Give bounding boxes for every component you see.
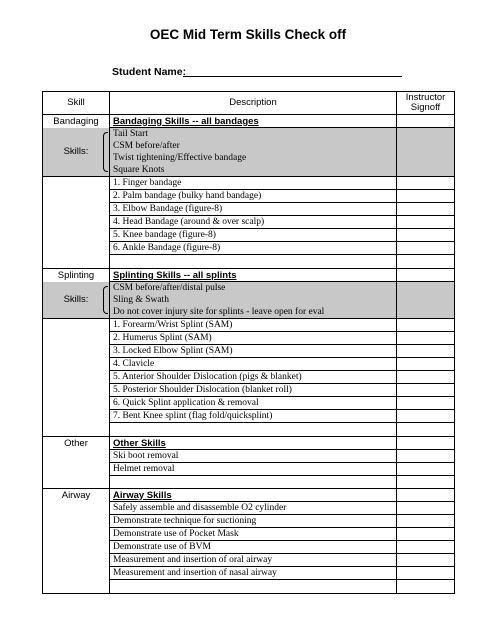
table-row [43, 319, 455, 332]
signoff-cell[interactable] [397, 177, 455, 190]
signoff-cell[interactable] [397, 269, 455, 282]
category-bandaging: Bandaging [43, 115, 110, 128]
list-item: Demonstrate use of Pocket Mask [110, 528, 397, 541]
airway-section-title: Airway Skills [110, 489, 397, 502]
list-item: 2. Humerus Splint (SAM) [110, 332, 397, 345]
signoff-cell[interactable] [397, 216, 455, 229]
category-splinting: Splinting [43, 269, 110, 282]
list-item: 5. Knee bandage (figure-8) [110, 229, 397, 242]
signoff-cell[interactable] [397, 463, 455, 476]
table-header-row [43, 92, 455, 115]
signoff-cell[interactable] [397, 358, 455, 371]
category-spacer [43, 502, 110, 594]
header-skill: Skill [43, 92, 110, 115]
signoff-cell[interactable] [397, 580, 455, 594]
list-item: 6. Ankle Bandage (figure-8) [110, 242, 397, 255]
signoff-cell[interactable] [397, 397, 455, 410]
signoff-cell[interactable] [397, 502, 455, 515]
list-item: Sling & Swath [110, 294, 397, 306]
list-item: 4. Head Bandage (around & over scalp) [110, 216, 397, 229]
signoff-cell[interactable] [397, 489, 455, 502]
header-description: Description [110, 92, 397, 115]
airway-title-row [43, 489, 455, 502]
category-spacer [43, 177, 110, 269]
list-item: 4. Clavicle [110, 358, 397, 371]
brace-icon [103, 132, 108, 173]
list-item: Measurement and insertion of nasal airway [110, 567, 397, 580]
table-row [43, 177, 455, 190]
signoff-cell[interactable] [397, 128, 455, 177]
signoff-cell[interactable] [397, 450, 455, 463]
brace-icon [103, 286, 108, 315]
signoff-cell[interactable] [397, 319, 455, 332]
bandaging-skills-label: Skills: [43, 128, 110, 177]
bandaging-common-row [43, 128, 455, 141]
list-item: 3. Locked Elbow Splint (SAM) [110, 345, 397, 358]
splinting-common-row [43, 282, 455, 295]
signoff-cell[interactable] [397, 437, 455, 450]
list-item: Demonstrate technique for suctioning [110, 515, 397, 528]
signoff-cell[interactable] [397, 371, 455, 384]
signoff-cell[interactable] [397, 190, 455, 203]
list-item: Ski boot removal [110, 450, 397, 463]
signoff-cell[interactable] [397, 203, 455, 216]
other-section-title: Other Skills [110, 437, 397, 450]
bandaging-title-row [43, 115, 455, 128]
category-airway: Airway [43, 489, 110, 502]
list-item: 1. Forearm/Wrist Splint (SAM) [110, 319, 397, 332]
category-other: Other [43, 437, 110, 450]
signoff-cell[interactable] [397, 541, 455, 554]
signoff-cell[interactable] [397, 345, 455, 358]
list-item: Helmet removal [110, 463, 397, 476]
other-title-row [43, 437, 455, 450]
signoff-cell[interactable] [397, 255, 455, 269]
list-item: 6. Quick Splint application & removal [110, 397, 397, 410]
skills-table [42, 91, 455, 594]
signoff-cell[interactable] [397, 242, 455, 255]
list-item: Do not cover injury site for splints - leave open for eval [110, 306, 397, 319]
signoff-cell[interactable] [397, 384, 455, 397]
splinting-title-row [43, 269, 455, 282]
table-row [43, 450, 455, 463]
list-item: Tail Start [110, 128, 397, 141]
signoff-cell[interactable] [397, 410, 455, 423]
header-signoff: Instructor Signoff [397, 92, 455, 115]
student-name-label: Student Name: [112, 66, 187, 78]
signoff-cell[interactable] [397, 476, 455, 489]
list-item: Demonstrate use of BVM [110, 541, 397, 554]
list-item: 2. Palm bandage (bulky hand bandage) [110, 190, 397, 203]
signoff-cell[interactable] [397, 423, 455, 437]
list-item: CSM before/after [110, 140, 397, 152]
list-item: CSM before/after/distal pulse [110, 282, 397, 295]
table-row [43, 502, 455, 515]
bandaging-section-title: Bandaging Skills -- all bandages [110, 115, 397, 128]
signoff-cell[interactable] [397, 229, 455, 242]
splinting-skills-label: Skills: [43, 282, 110, 319]
list-item: Twist tightening/Effective bandage [110, 152, 397, 164]
signoff-cell[interactable] [397, 554, 455, 567]
list-item: 5. Posterior Shoulder Dislocation (blanket roll) [110, 384, 397, 397]
splinting-section-title: Splinting Skills -- all splints [110, 269, 397, 282]
signoff-cell[interactable] [397, 515, 455, 528]
signoff-cell[interactable] [397, 528, 455, 541]
list-item: 7. Bent Knee splint (flag fold/quicksplint) [110, 410, 397, 423]
category-spacer [43, 450, 110, 489]
signoff-cell[interactable] [397, 115, 455, 128]
list-item: Square Knots [110, 164, 397, 177]
list-item: 1. Finger bandage [110, 177, 397, 190]
list-item: Safely assemble and disassemble O2 cylinder [110, 502, 397, 515]
student-name-field[interactable] [183, 76, 402, 77]
list-item: Measurement and insertion of oral airway [110, 554, 397, 567]
signoff-cell[interactable] [397, 282, 455, 319]
list-item: 3. Elbow Bandage (figure-8) [110, 203, 397, 216]
signoff-cell[interactable] [397, 567, 455, 580]
signoff-cell[interactable] [397, 332, 455, 345]
list-item: 5. Anterior Shoulder Dislocation (pigs & blanket) [110, 371, 397, 384]
category-spacer [43, 319, 110, 437]
page-title: OEC Mid Term Skills Check off [149, 27, 347, 42]
